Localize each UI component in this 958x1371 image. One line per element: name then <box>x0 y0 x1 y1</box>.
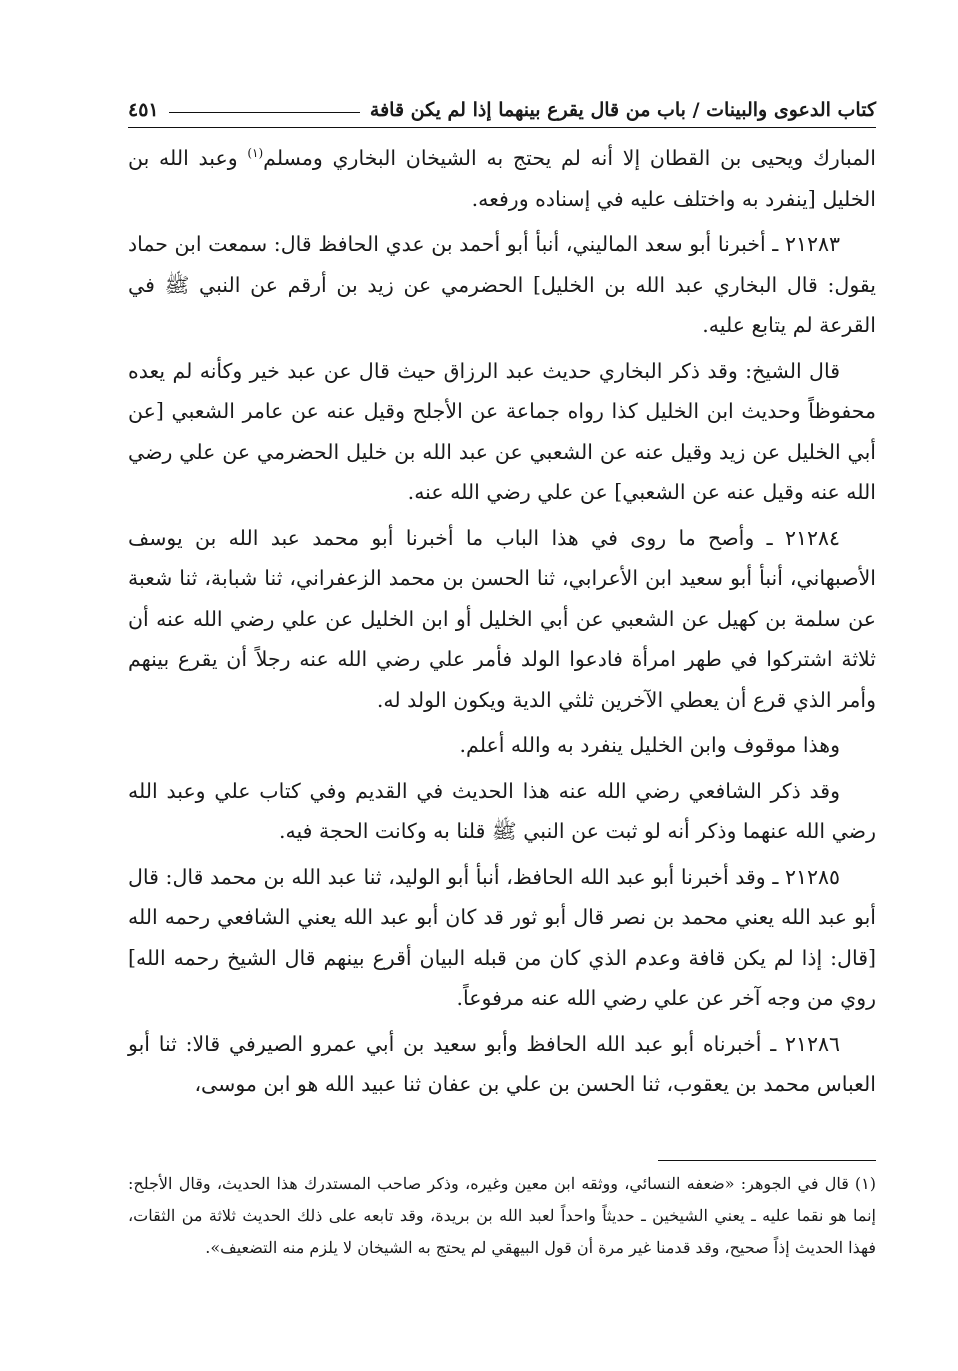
paragraph-2: ٢١٢٨٣ ـ أخبرنا أبو سعد الماليني، أنبأ أبو أحمد بن عدي الحافظ قال: سمعت ابن حماد يقول: قال البخاري عبد الله بن الخليل] الحضرمي عن زيد بن أرقم عن النبي ﷺ في القرعة لم يتابع عليه. <box>128 232 876 337</box>
paragraph-5: وهذا موقوف وابن الخليل ينفرد به والله أعلم. <box>459 733 840 757</box>
paragraph-1-continued: وعبد الله بن الخليل [ينفرد به واختلف عليه في إسناده ورفعه. <box>128 146 876 211</box>
paragraph-3: قال الشيخ: وقد ذكر البخاري حديث عبد الرزاق حيث قال عن عبد خير وكأنه لم يعده محفوظاً وحديث ابن الخليل كذا رواه جماعة عن الأجلح وقيل عنه عن عامر الشعبي [عن أبي الخليل عن زيد وقيل عنه عن الشعبي عن عبد الله بن خليل الحضرمي عن علي رضي الله عنه وقيل عنه عن الشعبي] عن علي رضي الله عنه. <box>128 358 876 504</box>
footnote-separator <box>658 1160 876 1161</box>
paragraph-1-text: المبارك ويحيى بن القطان إلا أنه لم يحتج به الشيخان البخاري ومسلم <box>263 146 877 170</box>
paragraph-8: ٢١٢٨٦ ـ أخبرناه أبو عبد الله الحافظ وأبو سعيد بن أبي عمرو الصيرفي قالا: ثنا أبو العباس محمد بن يعقوب، ثنا الحسن بن علي بن عفان ثنا عبيد الله هو ابن موسى، <box>128 1031 876 1096</box>
running-head <box>128 88 876 128</box>
paragraph-4: ٢١٢٨٤ ـ وأصح ما روى في هذا الباب ما أخبرنا أبو محمد عبد الله بن يوسف الأصبهاني، أنبأ أبو سعيد ابن الأعرابي، ثنا الحسن بن محمد الزعفراني، ثنا شبابة، ثنا شعبة عن سلمة بن كهيل عن الشعبي عن أبي الخليل أو ابن الخليل عن علي رضي الله عنه أن ثلاثة اشتركوا في طهر امرأة فادعوا الولد فأمر علي رضي الله عنه رجلاً أن يقرع بينهم وأمر الذي قرع أن يعطي الآخرين ثلثي الدية ويكون الولد له. <box>128 525 876 712</box>
footnote-marker: (١) <box>247 146 264 161</box>
page-number: ٤٥١ <box>128 99 159 121</box>
footnote-number: (١) <box>854 1174 877 1193</box>
running-head-rule <box>169 112 360 113</box>
paragraph-7: ٢١٢٨٥ ـ وقد أخبرنا أبو عبد الله الحافظ، أنبأ أبو الوليد، ثنا عبد الله بن محمد قال: قال أبو عبد الله يعني محمد بن نصر قال أبو ثور قد كان أبو عبد الله يعني الشافعي رحمه الله [قال: إذا لم يكن قافة وعدم الذي كان من قبله البيان أقرع بينهم قال الشيخ رحمه الله] روي من وجه آخر عن علي رضي الله عنه مرفوعاً. <box>128 864 876 1010</box>
running-head-title: كتاب الدعوى والبينات / باب من قال يقرع بينهما إذا لم يكن قافة <box>369 99 876 121</box>
footnote <box>128 1168 876 1264</box>
paragraph-1 <box>128 138 876 219</box>
footnote-text: قال في الجوهر: «ضعفه النسائي، ووثقه ابن معين وغيره، وذكر صاحب المستدرك هذا الحديث، وقال الأجلح: إنما هو نقما عليه ـ يعني الشيخين ـ حديثاً واحداً لعبد الله بن بريدة، وقد تابعه على ذلك الحديث ثلاثة من الثقات، فهذا الحديث إذاً صحيح، وقد قدمنا غير مرة أن قول البيهقي لم يحتج به الشيخان لا يلزم منه التضعيف». <box>128 1174 877 1257</box>
main-text <box>128 138 876 1105</box>
book-page <box>128 88 876 1328</box>
paragraph-6: وقد ذكر الشافعي رضي الله عنه هذا الحديث في القديم وفي كتاب علي وعبد الله رضي الله عنهما وذكر أنه لو ثبت عن النبي ﷺ قلنا به وكانت الحجة فيه. <box>128 778 876 843</box>
